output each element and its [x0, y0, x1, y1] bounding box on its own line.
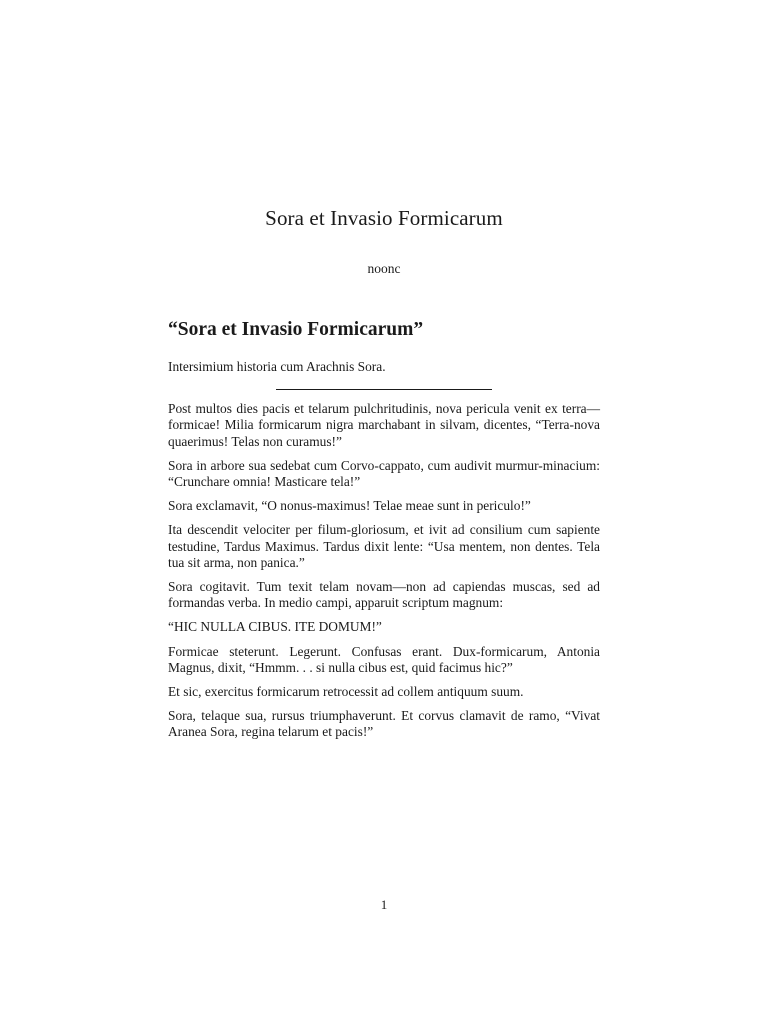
section-subtitle: Intersimium historia cum Arachnis Sora.	[168, 359, 386, 374]
paragraph: “HIC NULLA CIBUS. ITE DOMUM!”	[168, 619, 382, 635]
document-title: Sora et Invasio Formicarum	[265, 206, 503, 230]
document-body	[168, 318, 600, 749]
paragraph: Post multos dies pacis et telarum pulchritudinis, nova pericula venit ex terra—formicae! Milia formicarum nigra marchabant in silvam, dicentes, “Terra-nova quaerimus! Telas non curamus!”	[168, 401, 600, 449]
paragraph: Ita descendit velociter per filum-gloriosum, et ivit ad consilium cum sapiente testudine, Tardus Maximus. Tardus dixit lente: “Usa mentem, non dentes. Tela tua sit arma, non panica.”	[168, 522, 600, 570]
paragraph: Sora cogitavit. Tum texit telam novam—non ad capiendas muscas, sed ad formandas verba. In medio campi, apparuit scriptum magnum:	[168, 579, 600, 611]
paragraph: Sora in arbore sua sedebat cum Corvo-cappato, cum audivit murmur-minacium: “Crunchare omnia! Masticare tela!”	[168, 457, 600, 490]
page-number: 1	[380, 897, 388, 912]
paragraph: Sora exclamavit, “O nonus-maximus! Telae meae sunt in periculo!”	[168, 498, 531, 514]
document-author: noonc	[367, 261, 401, 276]
paragraph: Formicae steterunt. Legerunt. Confusas erant. Dux-formicarum, Antonia Magnus, dixit, “Hmmm. . . si nulla cibus est, quid facimus hic?”	[168, 643, 600, 675]
paragraph: Sora, telaque sua, rursus triumphaverunt. Et corvus clamavit de ramo, “Vivat Aranea Sora, regina telarum et pacis!”	[168, 708, 600, 740]
horizontal-rule	[276, 389, 492, 390]
section-heading: “Sora et Invasio Formicarum”	[168, 319, 424, 340]
paragraph: Et sic, exercitus formicarum retrocessit ad collem antiquum suum.	[168, 684, 524, 700]
